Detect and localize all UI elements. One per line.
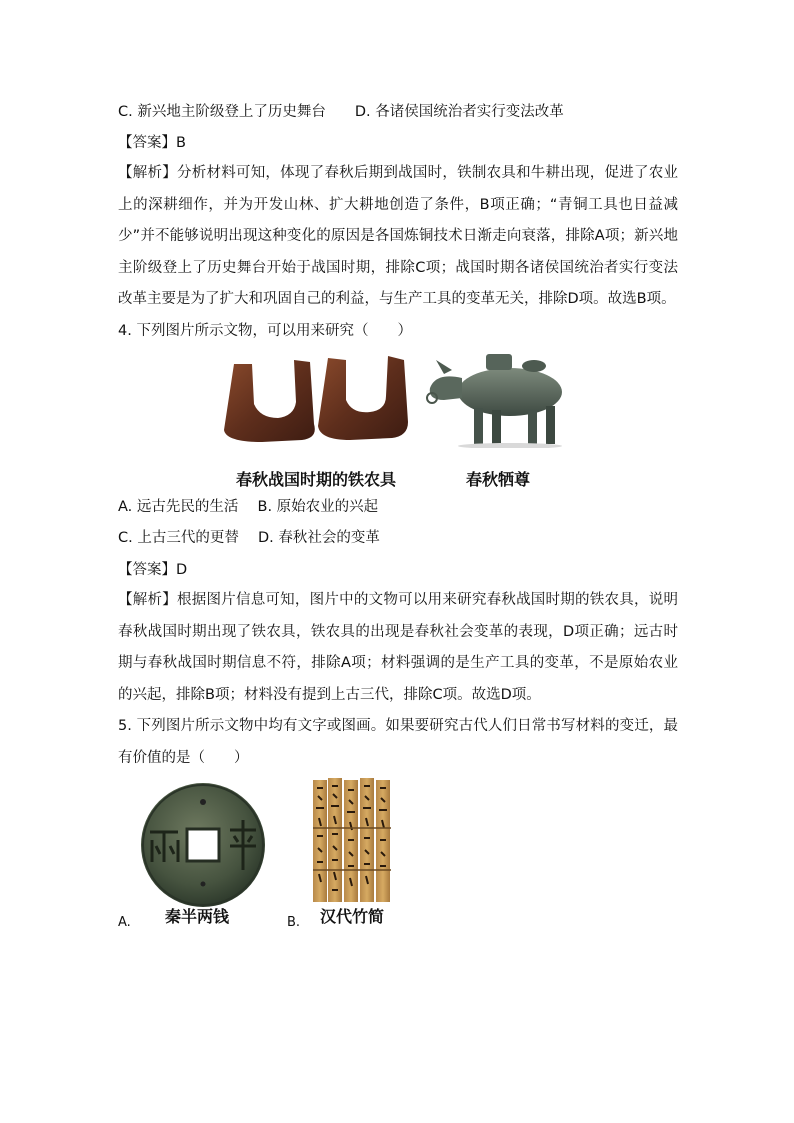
q4-options-ab: A. 远古先民的生活 B. 原始农业的兴起 [118, 499, 379, 515]
q4-answer: 【答案】D [118, 562, 188, 578]
coin-caption: 秦半两钱 [165, 907, 230, 926]
q4-stem: 4. 下列图片所示文物，可以用来研究（ ） [118, 323, 412, 339]
option-b-label: B. [287, 915, 301, 930]
figure-caption-ox-vessel: 春秋牺尊 [466, 470, 531, 489]
q5-stem: 5. 下列图片所示文物中均有文字或图画。如果要研究古代人们日常书写材料的变迁，最有价值的是（ ） [118, 718, 678, 766]
q4-analysis: 【解析】根据图片信息可知，图片中的文物可以用来研究春秋战国时期的铁农具，说明春秋战国时期出现了铁农具，铁农具的出现是春秋社会变革的表现，D项正确；远古时期与春秋战国时期信息不符，排除A项；材料强调的是生产工具的变革，不是原始农业的兴起，排除B项；材料没有提到上古三代，排除C项。故选D项。 [118, 592, 678, 703]
q4-options-cd: C. 上古三代的更替 D. 春秋社会的变革 [118, 530, 380, 546]
q3-analysis: 【解析】分析材料可知，体现了春秋后期到战国时，铁制农具和牛耕出现，促进了农业上的深耕细作，并为开发山林、扩大耕地创造了条件，B项正确；“青铜工具也日益减少”并不能够说明出现这种变化的原因是各国炼铜技术日渐走向衰落，排除A项；新兴地主阶级登上了历史舞台开始于战国时期，排除C项；战国时期各诸侯国统治者实行变法改革主要是为了扩大和巩固自己的利益，与生产工具的变革无关，排除D项。故选B项。 [118, 165, 678, 307]
bamboo-slips-caption: 汉代竹简 [320, 907, 385, 926]
ancient-coin-icon [138, 780, 268, 910]
q3-options-cd: C. 新兴地主阶级登上了历史舞台 D. 各诸侯国统治者实行变法改革 [118, 104, 564, 120]
bronze-ox-vessel-icon [422, 348, 572, 448]
option-a-label: A. [118, 915, 131, 930]
figure-caption-iron-tools: 春秋战国时期的铁农具 [236, 470, 397, 489]
bamboo-slips-icon [313, 778, 391, 904]
iron-hoe-icon [222, 352, 412, 444]
q3-answer: 【答案】B [118, 135, 186, 151]
